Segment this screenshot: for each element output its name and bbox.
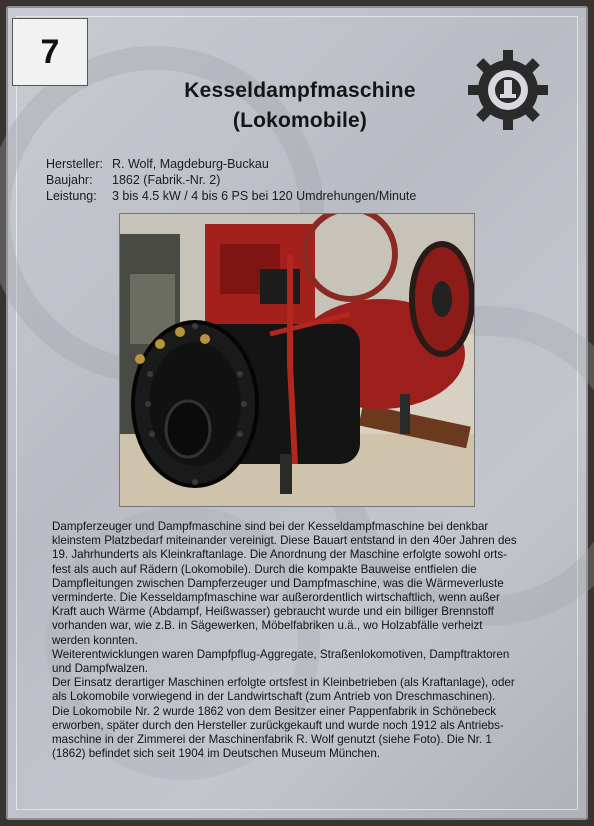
description-paragraph: Weiterentwicklungen waren Dampfpflug-Aggregate, Straßenlokomotiven, Dampftraktoren und Dampfwalzen. <box>52 647 510 676</box>
exhibit-details <box>46 156 416 204</box>
machine-photo <box>119 213 475 507</box>
title-subtitle: (Lokomobile) <box>232 109 368 132</box>
year-label: Baujahr: <box>46 173 93 187</box>
manufacturer-value: R. Wolf, Magdeburg-Buckau <box>112 157 269 171</box>
power-value: 3 bis 4.5 kW / 4 bis 6 PS bei 120 Umdrehungen/Minute <box>112 189 417 203</box>
description-text <box>52 520 552 761</box>
detail-row <box>46 188 416 204</box>
detail-row <box>46 156 416 172</box>
year-value: 1862 (Fabrik.-Nr. 2) <box>112 173 221 187</box>
description-paragraph: Der Einsatz derartiger Maschinen erfolgte ortsfest in Kleinbetrieben (als Kraftanlage), oder als Lokomobile vorwiegend in der Landwirtschaft (zum Antrieb von Dreschmaschinen). <box>52 676 515 704</box>
power-label: Leistung: <box>46 189 97 203</box>
title-line: Kesseldampfmaschine <box>184 79 416 102</box>
description-paragraph: Die Lokomobile Nr. 2 wurde 1862 von dem Besitzer einer Pappenfabrik in Schönebeck erworben, später durch den Hersteller zurückgekauft und wurde noch 1912 als Antriebs- maschine in der Zimmerei der Maschinenfabrik R. Wolf genutzt (siehe Foto). Die Nr. 1 (1862) befindet sich seit 1904 im Deutschen Museum München. <box>52 704 504 761</box>
museum-logo-icon <box>466 48 550 132</box>
detail-row <box>46 172 416 188</box>
exhibit-number: 7 <box>12 18 88 86</box>
description-paragraph: Dampferzeuger und Dampfmaschine sind bei der Kesseldampfmaschine bei denkbar kleinstem Platzbedarf miteinander vereinigt. Diese Bauart entstand in den 40er Jahren des 19. Jahrhunderts als Kleinkraftanlage. Die Anordnung der Maschine erfolgte sowohl orts- fest als auch auf Rädern (Lokomobile). Durch die kompakte Bauweise entfielen die Dampfleitungen zwischen Dampferzeuger und Dampfmaschine, was die Wärmeverluste verminderte. Die Kesseldampfmaschine war außerordentlich wirtschaftlich, wenn außer Kraft auch Wärme (Abdampf, Heißwasser) gebraucht wurde und ein billiger Brennstoff vorhanden war, wie z.B. in Sägewerken, Möbelfabriken u.ä., wo Holzabfälle verheizt werden konnten. <box>52 520 517 647</box>
manufacturer-label: Hersteller: <box>46 157 103 171</box>
page-title <box>90 76 510 136</box>
